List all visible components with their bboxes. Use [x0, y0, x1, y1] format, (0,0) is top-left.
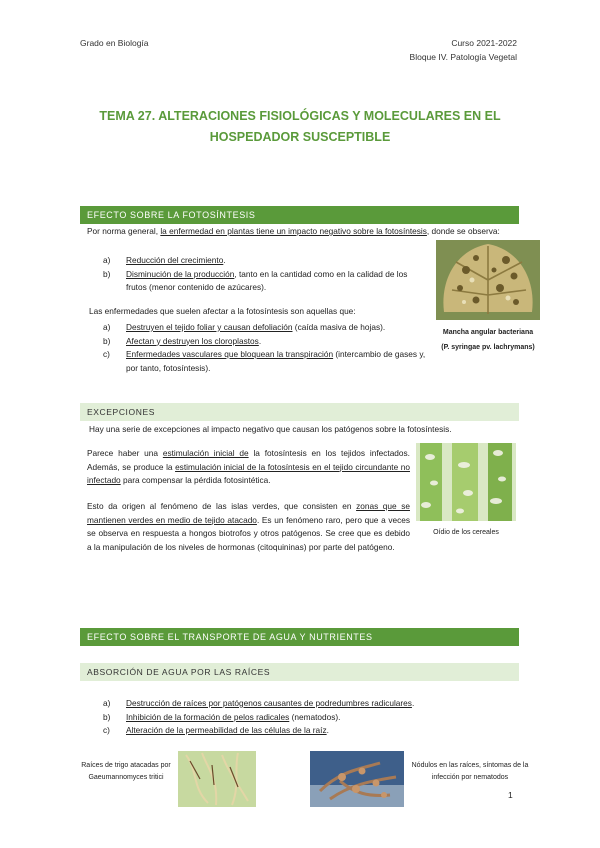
list-marker: b): [103, 335, 111, 346]
wheat-roots-illustration: [178, 751, 256, 807]
water-absorption-list: [103, 697, 503, 738]
p1-c: para compensar la pérdida fotosintética.: [120, 475, 271, 485]
list-marker: b): [103, 711, 111, 722]
nematode-nodules-photo: [310, 751, 404, 807]
list-item-key: Destrucción de raíces por patógenos causantes de podredumbres radiculares: [126, 698, 412, 708]
list-item-key: Inhibición de la formación de pelos radicales: [126, 711, 290, 722]
wheat-roots-caption: Raíces de trigo atacadas por: [81, 762, 171, 769]
list-item: [103, 348, 428, 375]
p1-b: la fotosíntesis en los tejidos infectados. Además, se produce la: [87, 448, 410, 472]
nodules-caption: Nódulos en las raíces, síntomas de la: [411, 762, 529, 769]
list-item-rest: (caída masiva de hojas).: [292, 322, 386, 332]
mildew-caption: Oídio de los cereales: [433, 529, 499, 536]
list-item-rest: .: [258, 335, 262, 346]
mildew-illustration: [416, 443, 516, 521]
wheat-roots-caption-species: Gaeumannomyces tritici: [88, 774, 164, 781]
leaf-spot-caption-species: (P. syringae pv. lachrymans): [441, 344, 535, 351]
nodules-illustration: [310, 751, 404, 807]
list-marker: c): [103, 725, 110, 735]
exceptions-intro: Hay una serie de excepciones al impacto negativo que causan los patógenos sobre la fotosíntesis.: [89, 424, 452, 434]
list-item-rest: (nematodos).: [289, 711, 341, 722]
list-item-key: Enfermedades vasculares que bloquean la transpiración: [126, 349, 334, 359]
page-number: 1: [508, 790, 513, 800]
list-item-rest: .: [223, 255, 226, 265]
exceptions-paragraph-2: [87, 500, 410, 554]
diseases-intro: Las enfermedades que suelen afectar a la fotosíntesis son aquellas que:: [89, 306, 356, 316]
intro-underline: la enfermedad en plantas tiene un impacto negativo sobre la fotosíntesis: [160, 226, 427, 236]
list-item-rest: , tanto en la cantidad como en la calidad de los frutos (menor contenido de azúcares).: [126, 268, 408, 292]
intro-a: Por norma general,: [87, 226, 161, 236]
exceptions-paragraph-1: [87, 447, 410, 488]
nodules-caption-2: infección por nematodos: [431, 774, 509, 781]
p1-underline-1: estimulación inicial de: [162, 448, 249, 458]
list-item-rest: .: [326, 725, 329, 735]
list-item: [103, 724, 503, 738]
list-item-rest: (intercambio de gases y, por tanto, fotosíntesis).: [126, 349, 426, 373]
exceptions-heading: EXCEPCIONES: [80, 403, 519, 421]
p2-underline: zonas que se mantienen verdes en medio de tejido atacado: [87, 501, 410, 525]
list-item-rest: .: [411, 698, 415, 708]
list-item: [103, 254, 428, 268]
list-item: [103, 321, 428, 335]
list-marker: a): [103, 255, 111, 265]
header-subject: Grado en Biología: [80, 38, 149, 48]
water-absorption-subheading: ABSORCIÓN DE AGUA POR LAS RAÍCES: [80, 663, 519, 681]
bacterial-leaf-spot-photo: [436, 240, 540, 320]
list-item: [103, 335, 428, 349]
header-course: Curso 2021-2022: [451, 38, 517, 48]
p2-a: Esto da origen al fenómeno de las islas verdes, que consisten en: [87, 501, 357, 511]
list-marker: a): [103, 698, 111, 708]
list-marker: a): [103, 322, 111, 332]
list-item: [103, 268, 428, 295]
leaf-spot-caption: Mancha angular bacteriana: [442, 329, 534, 336]
list-item: [103, 697, 503, 711]
page-title: [60, 106, 540, 148]
list-item-key: Afectan y destruyen los cloroplastos: [126, 335, 259, 346]
page-title-line2: HOSPEDADOR SUSCEPTIBLE: [209, 130, 391, 144]
list-item-key: Reducción del crecimiento: [126, 255, 224, 265]
leaf-illustration: [436, 240, 540, 320]
p1-underline-2: estimulación inicial de la fotosíntesis en el tejido circundante no infectado: [87, 461, 410, 485]
list-item-key: Disminución de la producción: [126, 268, 235, 279]
list-item-key: Destruyen el tejido foliar y causan defoliación: [126, 322, 293, 332]
p1-a: Parece haber una: [87, 448, 163, 458]
section-photosynthesis-heading: EFECTO SOBRE LA FOTOSÍNTESIS: [80, 206, 519, 224]
photosynthesis-effects-list: [103, 254, 428, 295]
list-item: [103, 711, 503, 725]
list-marker: c): [103, 349, 110, 359]
wheat-roots-photo: [178, 751, 256, 807]
disease-types-list: [103, 321, 428, 375]
list-marker: b): [103, 268, 111, 279]
list-item-key: Alteración de la permeabilidad de las células de la raíz: [126, 725, 327, 735]
p2-b: . Es un fenómeno raro, pero que a veces se observa en respuesta a hongos biotrofos y otros patógenos. Se cree que es debido a la manipulación de los niveles de hormonas (citoquininas) por parte del patógeno.: [87, 514, 410, 552]
section-water-transport-heading: EFECTO SOBRE EL TRANSPORTE DE AGUA Y NUTRIENTES: [80, 628, 519, 646]
header-block: Bloque IV. Patología Vegetal: [409, 52, 517, 62]
cereal-mildew-photo: [416, 443, 516, 521]
intro-b: , donde se observa:: [426, 226, 500, 236]
photosynthesis-intro: [87, 225, 517, 239]
page-title-line1: TEMA 27. ALTERACIONES FISIOLÓGICAS Y MOLECULARES EN EL: [99, 109, 501, 123]
